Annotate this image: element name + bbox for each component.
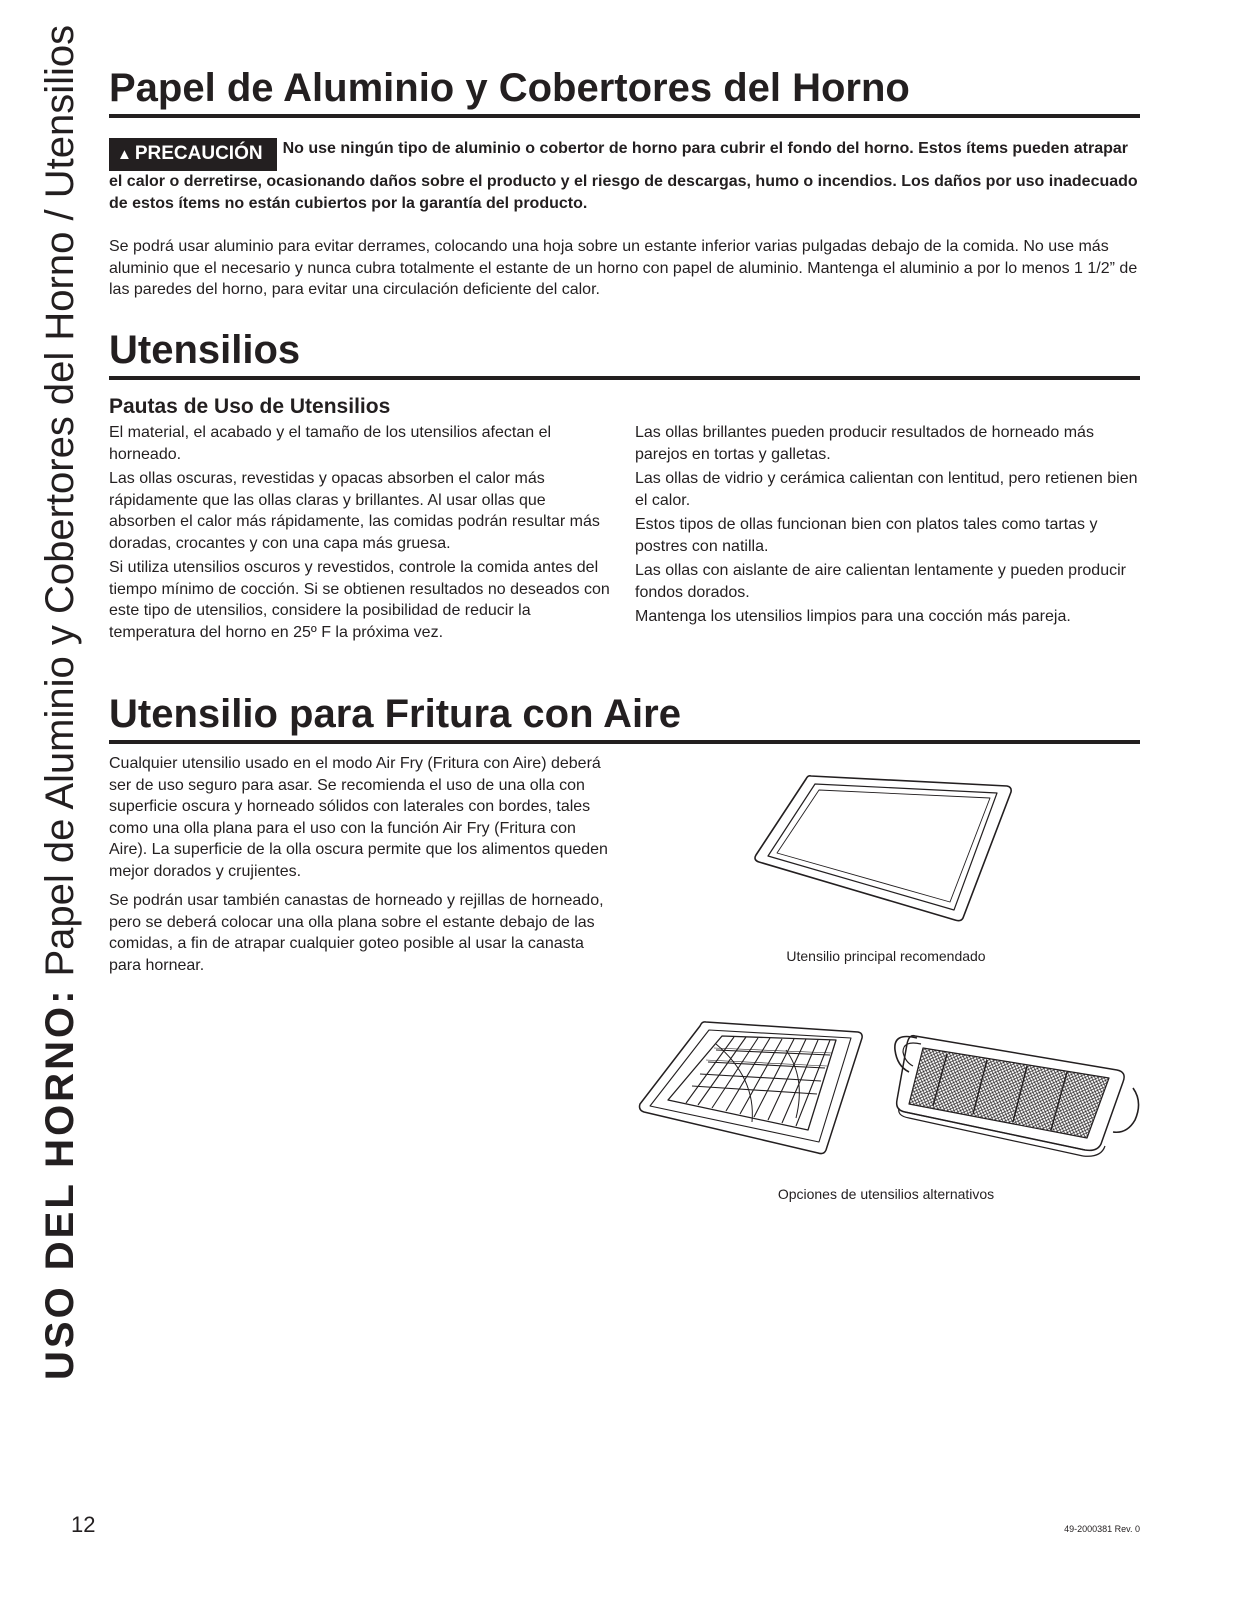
document-code: 49-2000381 Rev. 0	[1064, 1524, 1140, 1534]
roasting-rack-illustration	[636, 1018, 864, 1158]
aluminio-paragraph: Se podrá usar aluminio para evitar derrames, colocando una hoja sobre un estante inferior varias pulgadas debajo de la comida. No use más aluminio que el necesario y nunca cubra totalmente el estante de un horno con papel de aluminio. Mantenga el aluminio a por lo menos 1 1/2” de las paredes del horno, para evitar una circulación deficiente del calor.	[109, 238, 1138, 298]
paragraph: Estos tipos de ollas funcionan bien con platos tales como tartas y postres con natilla.	[635, 516, 1098, 555]
caution-text: No use ningún tipo de aluminio o cobertor de horno para cubrir el fondo del horno. Estos ítems pueden atrapar el calor o derretirse, ocasionando daños sobre el producto y el riesgo de descargas, humo o incendios. Los daños por uso inadecuado de estos ítems no están cubiertos por la garantía del producto.	[109, 140, 1138, 212]
utensilios-heading: Utensilios	[109, 326, 1140, 380]
paragraph: Se podrán usar también canastas de horneado y rejillas de horneado, pero se deberá colocar una olla plana sobre el estante debajo de las comidas, a fin de atrapar cualquier goteo posible al usar la canasta para hornear.	[109, 892, 604, 974]
caption-alternative-utensils: Opciones de utensilios alternativos	[777, 1186, 995, 1202]
warning-icon: ▲	[117, 146, 132, 163]
utensilios-right-column	[635, 422, 1140, 631]
paragraph: Cualquier utensilio usado en el modo Air Fry (Fritura con Aire) deberá ser de uso seguro para asar. Se recomienda el uso de una olla con superficie oscura y horneado sólidos con laterales con bordes, tales como una olla plana para el uso con la función Air Fry (Fritura con Aire). La superficie de la olla oscura permite que los alimentos queden mejor dorados y crujientes.	[109, 755, 608, 880]
paragraph: El material, el acabado y el tamaño de los utensilios afectan el horneado.	[109, 424, 552, 463]
caution-label: PRECAUCIÓN	[134, 143, 263, 164]
paragraph: Si utiliza utensilios oscuros y revestidos, controle la comida antes del tiempo mínimo de cocción. Si se obtienen resultados no deseados con este tipo de utensilios, considere la posibilidad de reducir la temperatura del horno en 25º F la próxima vez.	[109, 559, 610, 641]
caution-block	[109, 138, 1140, 215]
utensilios-left-column	[109, 422, 614, 646]
pautas-subheading: Pautas de Uso de Utensilios	[109, 395, 391, 418]
paragraph: Las ollas oscuras, revestidas y opacas absorben el calor más rápidamente que las ollas claras y brillantes. Al usar ollas que absorben el calor más rápidamente, las comidas podrán resultar más doradas, crocantes y con una capa más gruesa.	[109, 470, 600, 552]
caution-badge	[109, 138, 277, 171]
paragraph: Las ollas brillantes pueden producir resultados de horneado más parejos en tortas y galletas.	[635, 424, 1094, 463]
caption-main-utensil: Utensilio principal recomendado	[786, 948, 986, 964]
air-fry-basket-illustration	[887, 1020, 1140, 1160]
sheet-pan-illustration	[749, 770, 1014, 925]
page-number: 12	[71, 1512, 96, 1537]
paragraph: Las ollas con aislante de aire calientan lentamente y pueden producir fondos dorados.	[635, 562, 1126, 601]
fritura-heading: Utensilio para Fritura con Aire	[109, 690, 1140, 744]
sidebar-tab	[36, 24, 84, 1380]
sidebar-section-label: USO DEL HORNO:	[38, 987, 82, 1380]
paragraph: Las ollas de vidrio y cerámica calientan con lentitud, pero retienen bien el calor.	[635, 470, 1138, 509]
fritura-text	[109, 753, 614, 984]
aluminio-heading: Papel de Aluminio y Cobertores del Horno	[109, 64, 1140, 118]
sidebar-topic-label: Papel de Aluminio y Cobertores del Horno / Utensilios	[38, 24, 82, 988]
paragraph: Mantenga los utensilios limpios para una cocción más pareja.	[635, 608, 1071, 625]
